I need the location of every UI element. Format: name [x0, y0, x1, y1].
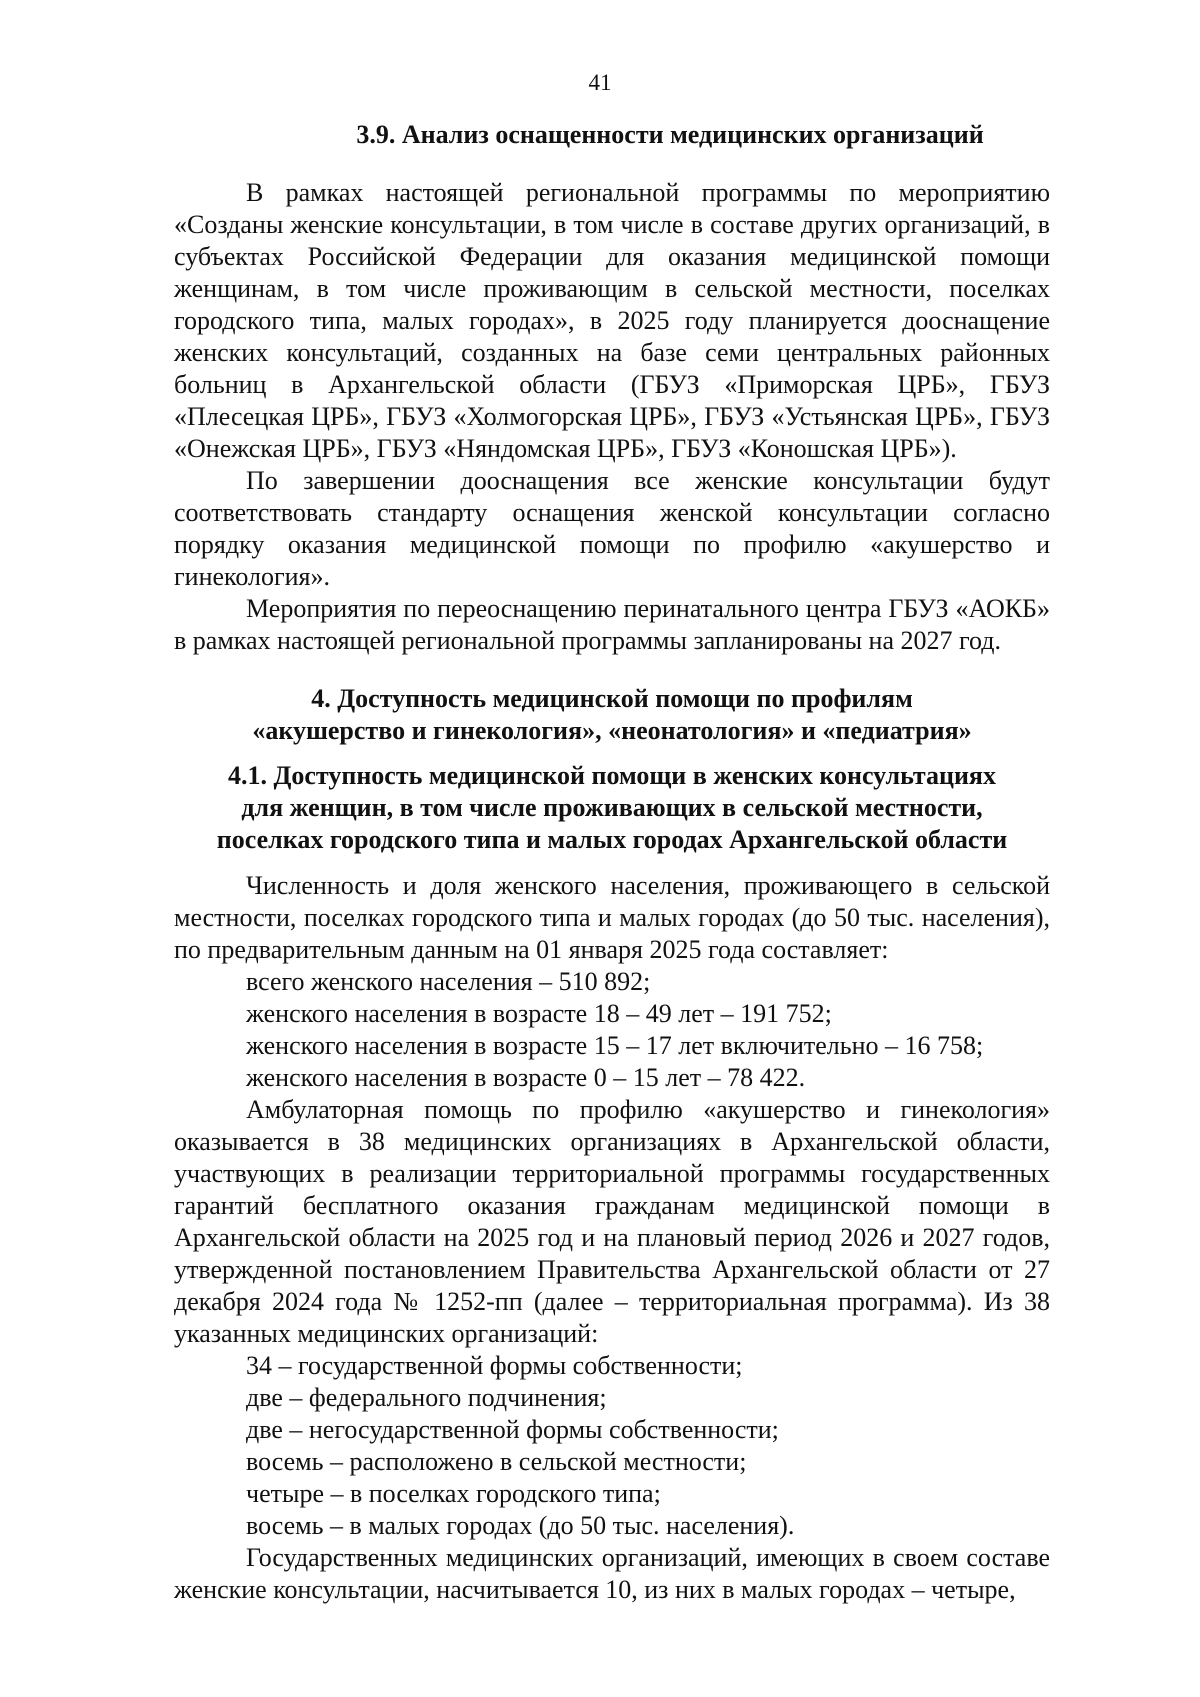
organization-item: 34 – государственной формы собственности;: [246, 1351, 743, 1380]
ambulatory-care-paragraph: Амбулаторная помощь по профилю «акушерство и гинекология» оказывается в 38 медицинских организациях в Архангельской области, участвующих в реализации территориальной программы государственных гарантий бесплатного оказания гражданам медицинской помощи в Архангельской области на 2025 год и на плановый период 2026 и 2027 годов, утвержденной постановлением Правительства Архангельской области от 27 декабря 2024 года № 1252-пп (далее – территориальная программа). Из 38 указанных медицинских организаций:: [174, 1095, 1050, 1348]
closing-paragraph: Государственных медицинских организаций, имеющих в своем составе женские консультации, насчитывается 10, из них в малых городах – четыре,: [174, 1543, 1050, 1604]
page-number: 41: [588, 70, 612, 95]
section-4-title-line-2: «акушерство и гинекология», «неонатология» и «педиатрия»: [252, 716, 972, 745]
organization-item: две – федерального подчинения;: [246, 1383, 607, 1412]
section-4-title: [174, 683, 1050, 747]
organization-item: восемь – расположено в сельской местности;: [246, 1447, 747, 1476]
page-content: [174, 119, 1050, 1606]
section-3-9-title: 3.9. Анализ оснащенности медицинских организаций: [356, 120, 984, 149]
population-item: женского населения в возрасте 18 – 49 лет – 191 752;: [246, 999, 832, 1028]
section-3-9-paragraph-2: По завершении дооснащения все женские консультации будут соответствовать стандарту оснащения женской консультации согласно порядку оказания медицинской помощи по профилю «акушерство и гинекология».: [174, 466, 1050, 591]
section-4-title-line-1: 4. Доступность медицинской помощи по профилям: [311, 684, 913, 713]
population-item: всего женского населения – 510 892;: [246, 967, 651, 996]
section-4-1-title-line-2: для женщин, в том числе проживающих в сельской местности,: [241, 793, 983, 822]
population-item: женского населения в возрасте 15 – 17 лет включительно – 16 758;: [246, 1031, 984, 1060]
organization-item: две – негосударственной формы собственности;: [246, 1415, 779, 1444]
organization-item: восемь – в малых городах (до 50 тыс. населения).: [246, 1511, 795, 1540]
section-4-1-title-line-1: 4.1. Доступность медицинской помощи в женских консультациях: [227, 761, 996, 790]
section-4-1-title-line-3: поселках городского типа и малых городах Архангельской области: [216, 825, 1008, 854]
population-intro-paragraph: Численность и доля женского населения, проживающего в сельской местности, поселках городского типа и малых городах (до 50 тыс. населения), по предварительным данным на 01 января 2025 года составляет:: [174, 871, 1050, 964]
section-4-1-title: [174, 760, 1050, 856]
population-item: женского населения в возрасте 0 – 15 лет – 78 422.: [246, 1063, 806, 1092]
organization-item: четыре – в поселках городского типа;: [246, 1479, 661, 1508]
section-3-9-paragraph-1: В рамках настоящей региональной программы по мероприятию «Созданы женские консультации, в том числе в составе других организаций, в субъектах Российской Федерации для оказания медицинской помощи женщинам, в том числе проживающим в сельской местности, поселках городского типа, малых городах», в 2025 году планируется дооснащение женских консультаций, созданных на базе семи центральных районных больниц в Архангельской области (ГБУЗ «Приморская ЦРБ», ГБУЗ «Плесецкая ЦРБ», ГБУЗ «Холмогорская ЦРБ», ГБУЗ «Устьянская ЦРБ», ГБУЗ «Онежская ЦРБ», ГБУЗ «Няндомская ЦРБ», ГБУЗ «Коношская ЦРБ»).: [174, 178, 1050, 463]
section-3-9-paragraph-3: Мероприятия по переоснащению перинатального центра ГБУЗ «АОКБ» в рамках настоящей региональной программы запланированы на 2027 год.: [174, 594, 1050, 655]
